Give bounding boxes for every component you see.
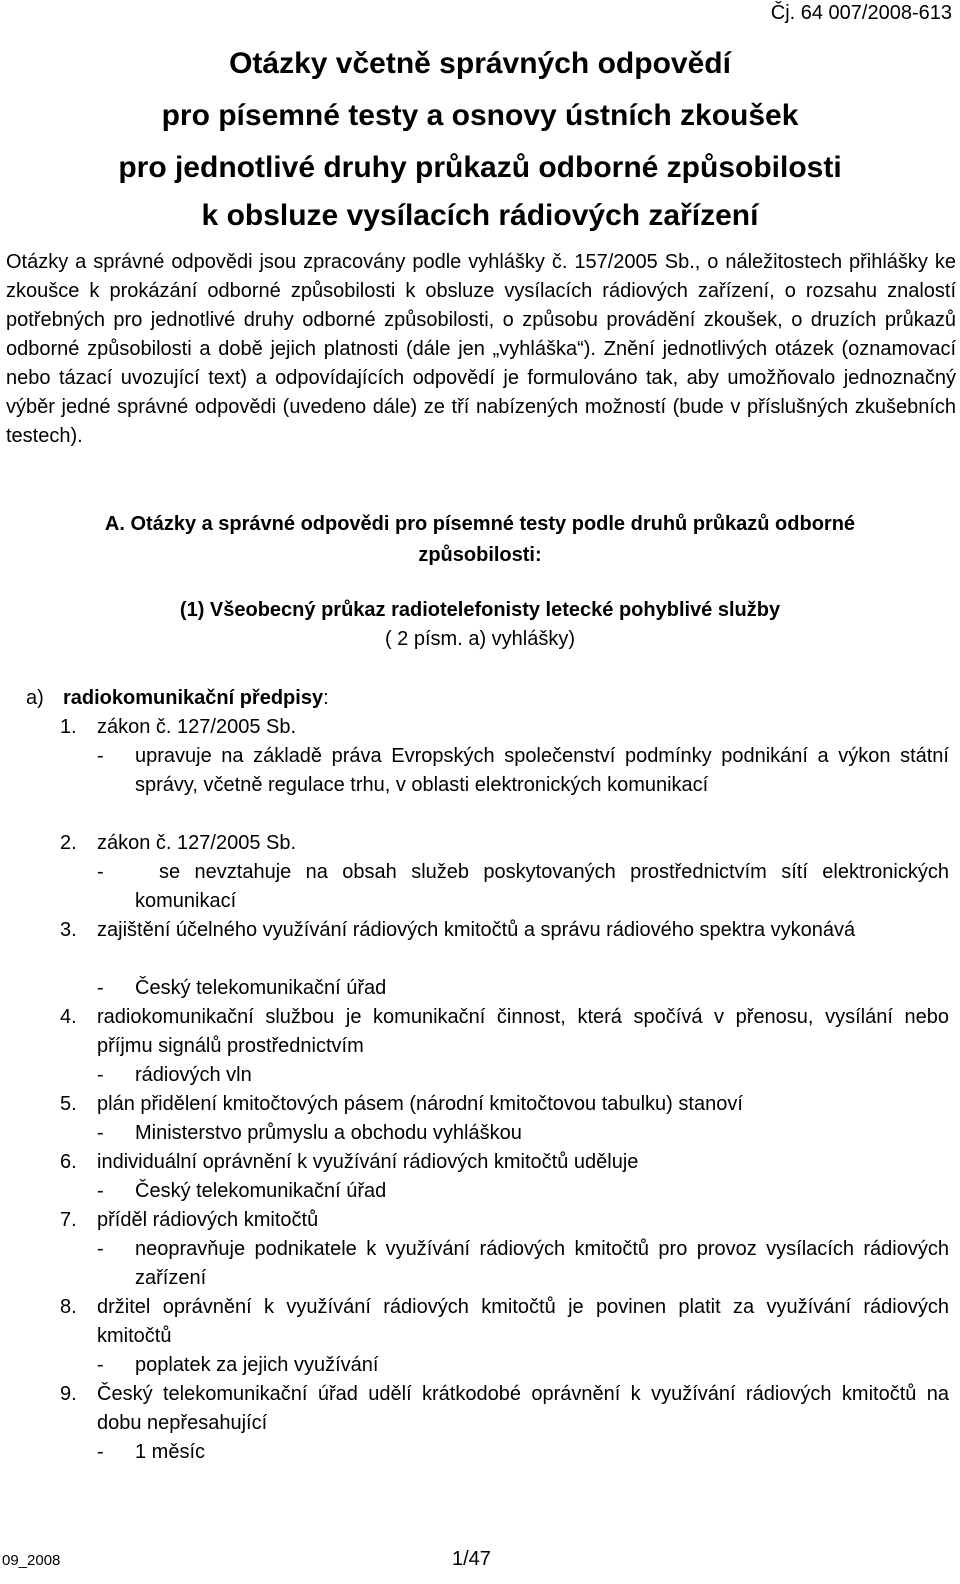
question-1-text: zákon č. 127/2005 Sb. (97, 716, 297, 738)
category-colon: : (323, 687, 329, 709)
answer-9-text: 1 měsíc (135, 1441, 206, 1463)
section-a-heading-line-2 (0, 541, 960, 570)
question-2-text: zákon č. 127/2005 Sb. (97, 832, 297, 854)
answer-1-dash: - (97, 745, 104, 767)
answer-1-text: upravuje na základě práva Evropských společenství podmínky podnikání a výkon státní správy, včetně regulace trhu, v oblasti elektronických komunikací (135, 745, 949, 796)
question-5-text: plán přidělení kmitočtových pásem (národní kmitočtovou tabulku) stanoví (97, 1093, 743, 1115)
page-number: 1/47 (452, 1548, 491, 1570)
question-2-number: 2. (60, 832, 77, 854)
question-9-text: Český telekomunikační úřad udělí krátkodobé oprávnění k využívání rádiových kmitočtů na dobu nepřesahující (97, 1383, 949, 1434)
category-title (63, 684, 329, 713)
question-1-number: 1. (60, 716, 77, 738)
answer-8-text: poplatek za jejich využívání (135, 1354, 379, 1376)
title-line-2: pro písemné testy a osnovy ústních zkoušek (161, 99, 799, 132)
answer-4-dash: - (97, 1064, 104, 1086)
section-a-line-1-text: A. Otázky a správné odpovědi pro písemné testy podle druhů průkazů odborné (104, 513, 856, 535)
title-line-3: pro jednotlivé druhy průkazů odborné způsobilosti (118, 151, 842, 184)
intro-paragraph: Otázky a správné odpovědi jsou zpracovány podle vyhlášky č. 157/2005 Sb., o náležitostech přihlášky ke zkoušce k prokázání odborné způsobilosti k obsluze vysílacích rádiových zařízení, o rozsahu znalostí potřebných pro jednotlivé druhy odborné způsobilosti, o způsobu provádění zkoušek, o druzích průkazů odborné způsobilosti a době jejich platnosti (dále jen „vyhláška“). Znění jednotlivých otázek (oznamovací nebo tázací uvozující text) a odpovídajících odpovědí je formulováno tak, aby umožňovalo jednoznačný výběr jedné správné odpovědi (uvedeno dále) ze tří nabízených možností (bude v příslušných zkušebních testech). (6, 251, 956, 447)
footer-code: 09_2008 (2, 1552, 61, 1569)
question-8-number: 8. (60, 1296, 77, 1318)
reference-number: Čj. 64 007/2008-613 (770, 2, 952, 24)
question-9-number: 9. (60, 1383, 77, 1405)
answer-9-dash: - (97, 1441, 104, 1463)
answer-7-text: neopravňuje podnikatele k využívání rádiových kmitočtů pro provoz vysílacích rádiových zařízení (135, 1238, 949, 1289)
answer-7-dash: - (97, 1238, 104, 1260)
answer-2-text: se nevztahuje na obsah služeb poskytovaných prostřednictvím sítí elektronických komunikací (135, 861, 949, 912)
answer-4-text: rádiových vln (135, 1064, 252, 1086)
answer-8-dash: - (97, 1354, 104, 1376)
question-4-text: radiokomunikační službou je komunikační činnost, která spočívá v přenosu, vysílání nebo příjmu signálů prostřednictvím (97, 1006, 949, 1057)
answer-6-text: Český telekomunikační úřad (135, 1180, 387, 1202)
section-a-heading-line-1 (0, 510, 960, 539)
subsection-paragraph: ( 2 písm. a) vyhlášky) (384, 628, 576, 650)
answer-3-dash: - (97, 977, 104, 999)
category-title-text: radiokomunikační předpisy (63, 687, 324, 709)
answer-2-dash: - (97, 861, 104, 883)
question-6-text: individuální oprávnění k využívání rádiových kmitočtů uděluje (97, 1151, 639, 1173)
title-line-1: Otázky včetně správných odpovědí (229, 47, 731, 80)
answer-6-dash: - (97, 1180, 104, 1202)
subsection-title-text: (1) Všeobecný průkaz radiotelefonisty letecké pohyblivé služby (179, 599, 781, 621)
question-4-number: 4. (60, 1006, 77, 1028)
answer-3-text: Český telekomunikační úřad (135, 977, 387, 999)
subsection-title (0, 596, 960, 625)
question-5-number: 5. (60, 1093, 77, 1115)
answer-5-text: Ministerstvo průmyslu a obchodu vyhláškou (135, 1122, 522, 1144)
answer-5-dash: - (97, 1122, 104, 1144)
question-3-text: zajištění účelného využívání rádiových kmitočtů a správu rádiového spektra vykonává (97, 919, 856, 941)
title-line-4: k obsluze vysílacích rádiových zařízení (201, 199, 759, 232)
question-8-text: držitel oprávnění k využívání rádiových kmitočtů je povinen platit za využívání rádiových kmitočtů (97, 1296, 949, 1347)
question-6-number: 6. (60, 1151, 77, 1173)
section-a-line-2-text: způsobilosti: (418, 544, 542, 566)
question-3-number: 3. (60, 919, 77, 941)
question-7-text: příděl rádiových kmitočtů (97, 1209, 319, 1231)
question-7-number: 7. (60, 1209, 77, 1231)
category-label: a) (26, 687, 44, 709)
